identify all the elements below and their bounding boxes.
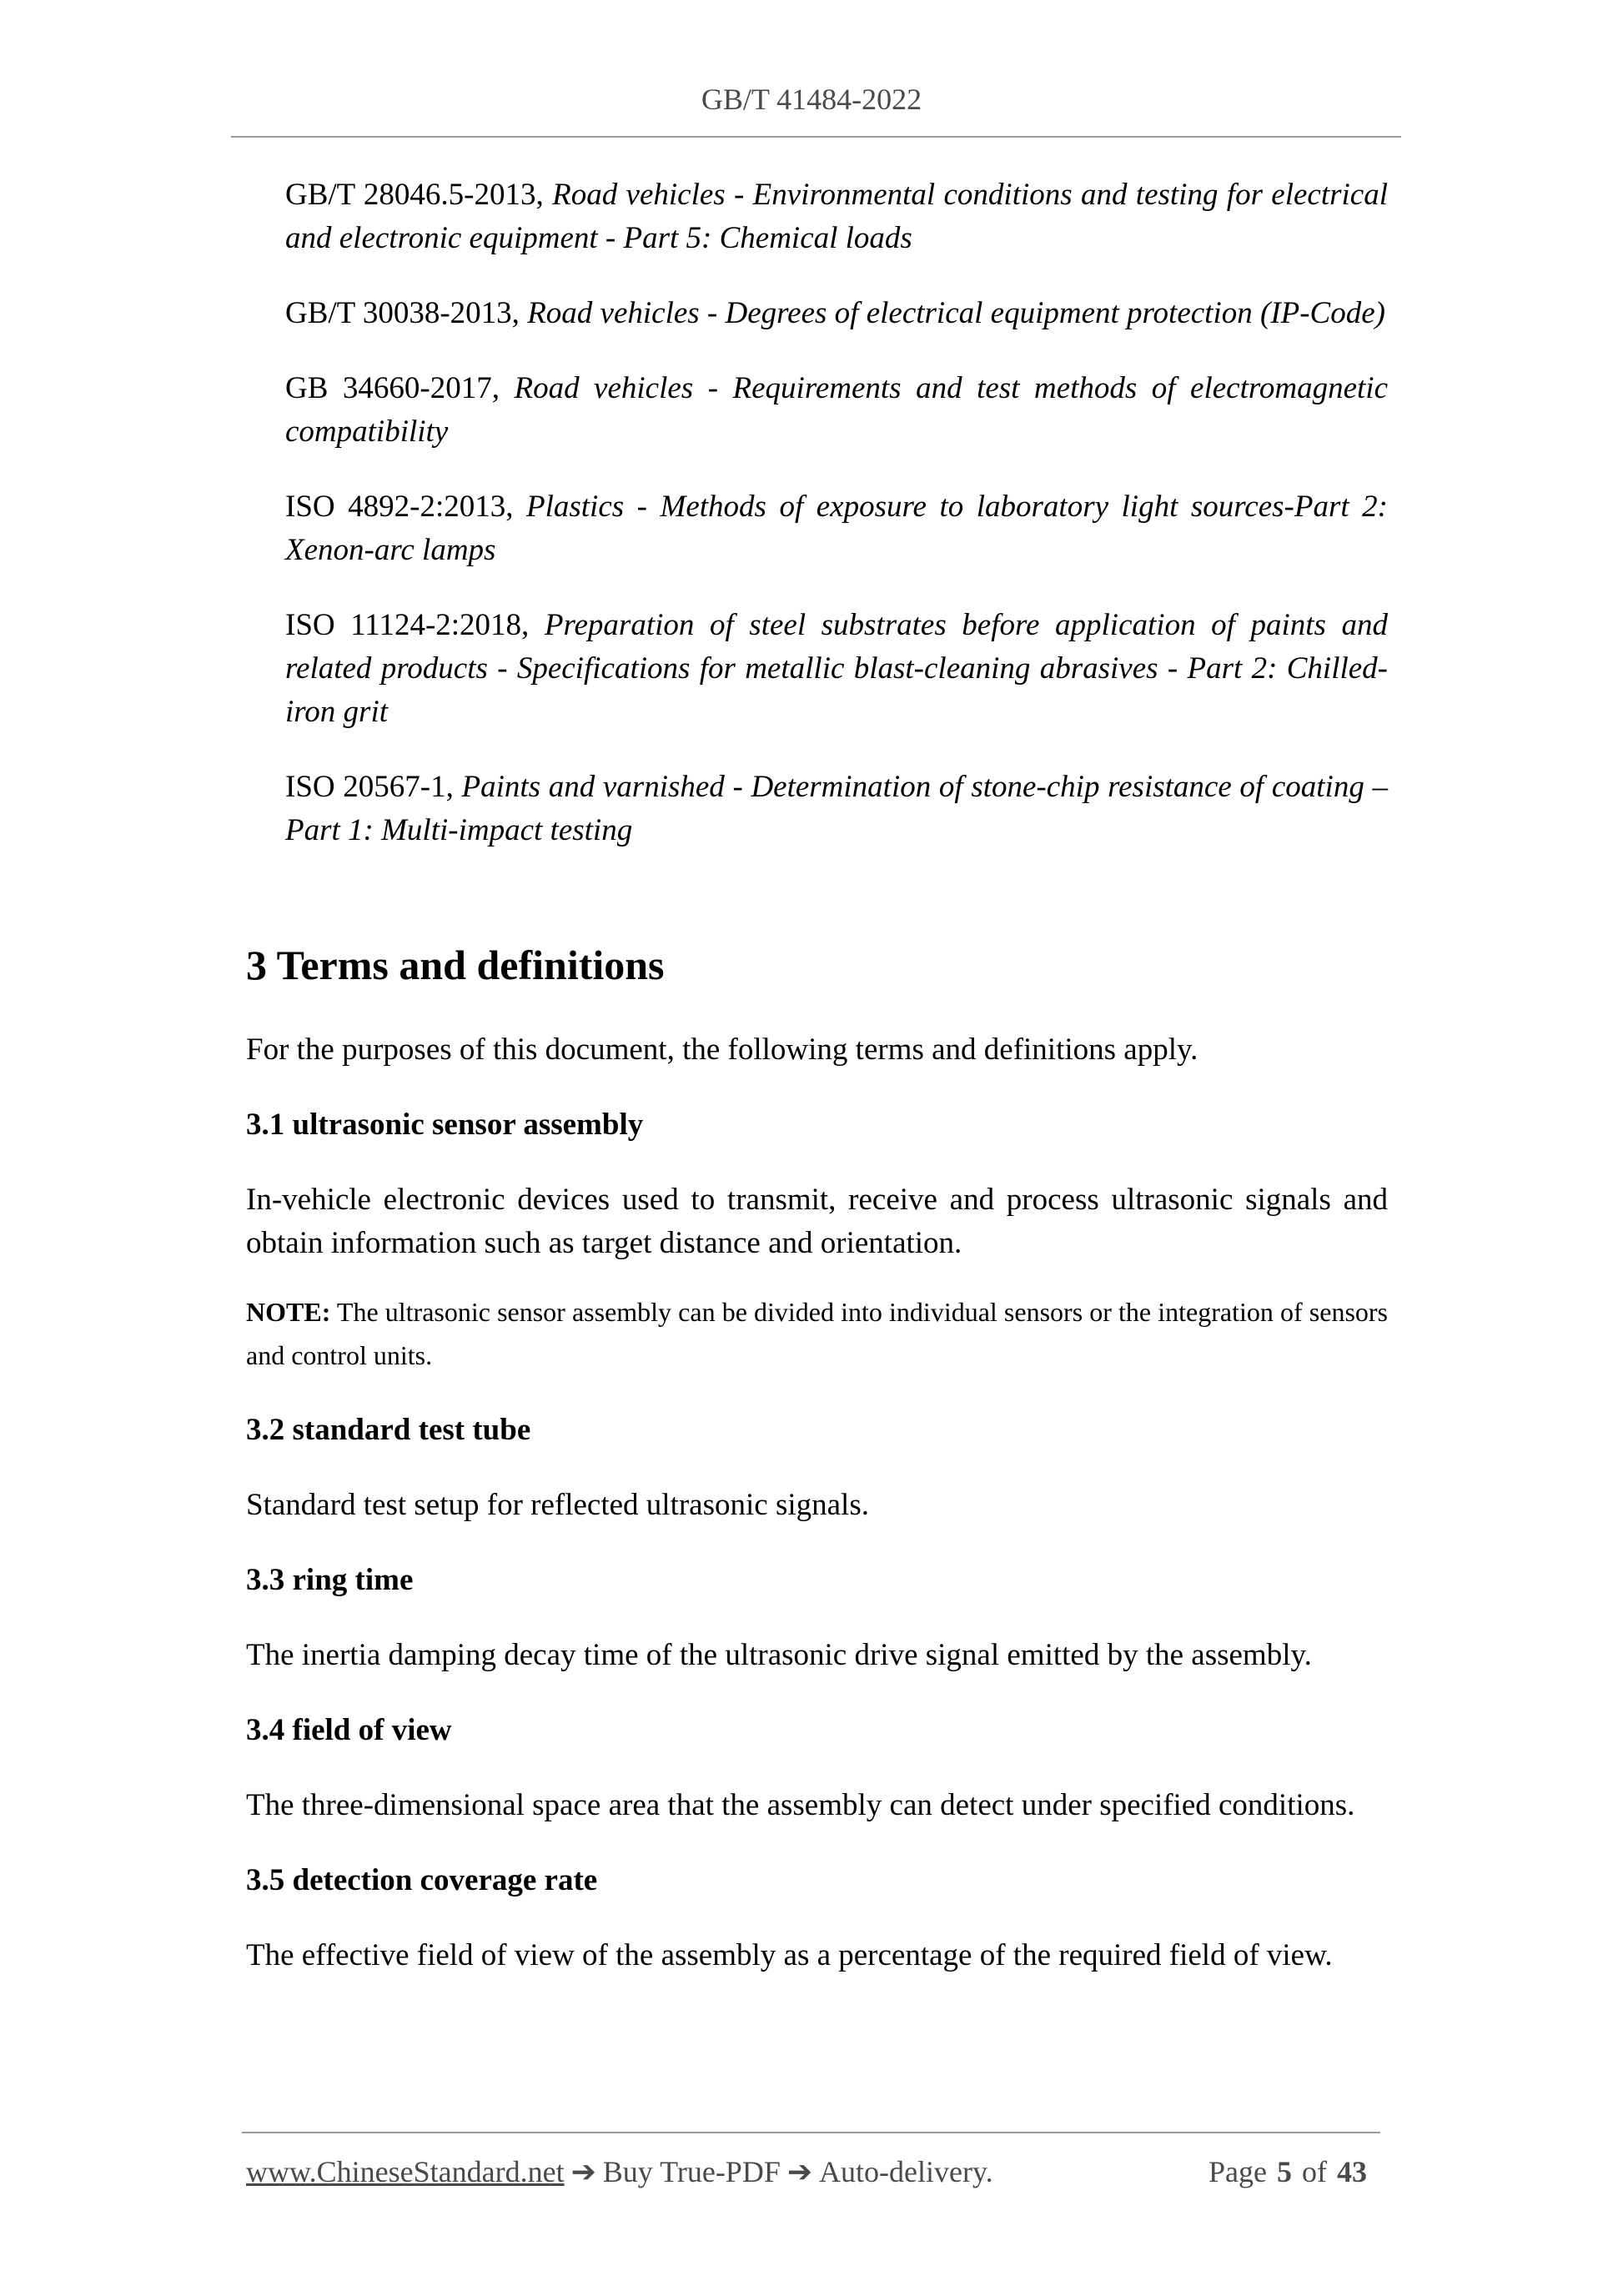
term-definition: The inertia damping decay time of the ultrasonic drive signal emitted by the assembly. — [246, 1638, 1312, 1672]
reference-title: Plastics - Methods of exposure to laboratory light sources-Part 2: Xenon-arc lamps — [285, 490, 1388, 567]
normative-references-list — [285, 173, 1388, 884]
term-heading: 3.2 standard test tube — [246, 1413, 531, 1447]
reference-entry — [285, 292, 1388, 335]
reference-code: ISO 20567-1, — [285, 770, 454, 804]
reference-code: GB/T 30038-2013, — [285, 296, 520, 330]
page-indicator — [1208, 2154, 1377, 2189]
reference-title: Road vehicles - Degrees of electrical equipment protection (IP-Code) — [527, 296, 1385, 330]
reference-entry — [285, 766, 1388, 852]
term-definition: The effective field of view of the assembly as a percentage of the required field of view. — [246, 1938, 1333, 1972]
delivery-text: Auto-delivery. — [819, 2155, 993, 2188]
page-word: Page — [1208, 2155, 1267, 2188]
note-label: NOTE: — [246, 1297, 331, 1327]
page-footer — [246, 2154, 1377, 2189]
reference-code: ISO 4892-2:2013, — [285, 490, 514, 524]
reference-title: Road vehicles - Environmental conditions and testing for electrical and electronic equipment - Part 5: Chemical loads — [285, 178, 1389, 255]
running-header: GB/T 41484-2022 — [701, 83, 922, 116]
buy-text: Buy True-PDF — [602, 2155, 781, 2188]
terms-section — [246, 938, 1388, 2009]
reference-title: Paints and varnished - Determination of stone-chip resistance of coating – Part 1: Multi-impact testing — [285, 770, 1388, 847]
term-definition: The three-dimensional space area that the assembly can detect under specified conditions. — [246, 1788, 1355, 1822]
section-intro: For the purposes of this document, the following terms and definitions apply. — [246, 1032, 1198, 1067]
reference-code: GB/T 28046.5-2013, — [285, 178, 544, 212]
page-of: of — [1302, 2155, 1327, 2188]
reference-code: GB 34660-2017, — [285, 371, 500, 405]
section-heading: 3 Terms and definitions — [246, 942, 665, 988]
reference-entry — [285, 367, 1388, 454]
reference-entry — [285, 485, 1388, 572]
reference-entry — [285, 173, 1388, 260]
reference-title: Road vehicles - Requirements and test methods of electromagnetic compatibility — [285, 371, 1388, 449]
arrow-right-icon: ➔ — [570, 2155, 596, 2188]
reference-entry — [285, 604, 1388, 734]
header-divider — [231, 136, 1401, 138]
term-note — [246, 1290, 1388, 1377]
footer-promo — [246, 2154, 993, 2189]
reference-code: ISO 11124-2:2018, — [285, 608, 530, 642]
footer-divider — [242, 2132, 1380, 2133]
page-current: 5 — [1277, 2155, 1292, 2188]
term-heading: 3.3 ring time — [246, 1563, 414, 1597]
term-definition: Standard test setup for reflected ultrasonic signals. — [246, 1488, 869, 1522]
term-definition: In-vehicle electronic devices used to transmit, receive and process ultrasonic signals and obtain information such as target distance and orientation. — [246, 1183, 1388, 1260]
page-total: 43 — [1337, 2155, 1367, 2188]
note-text: The ultrasonic sensor assembly can be divided into individual sensors or the integration of sensors and control units. — [246, 1297, 1389, 1370]
term-heading: 3.1 ultrasonic sensor assembly — [246, 1108, 644, 1142]
term-heading: 3.4 field of view — [246, 1713, 452, 1747]
reference-title: Preparation of steel substrates before application of paints and related products - Specifications for metallic blast-cleaning abrasives - Part 2: Chilled-iron grit — [285, 608, 1388, 729]
term-heading: 3.5 detection coverage rate — [246, 1863, 598, 1897]
arrow-right-icon: ➔ — [786, 2155, 813, 2188]
website-link[interactable]: www.ChineseStandard.net — [246, 2155, 565, 2188]
